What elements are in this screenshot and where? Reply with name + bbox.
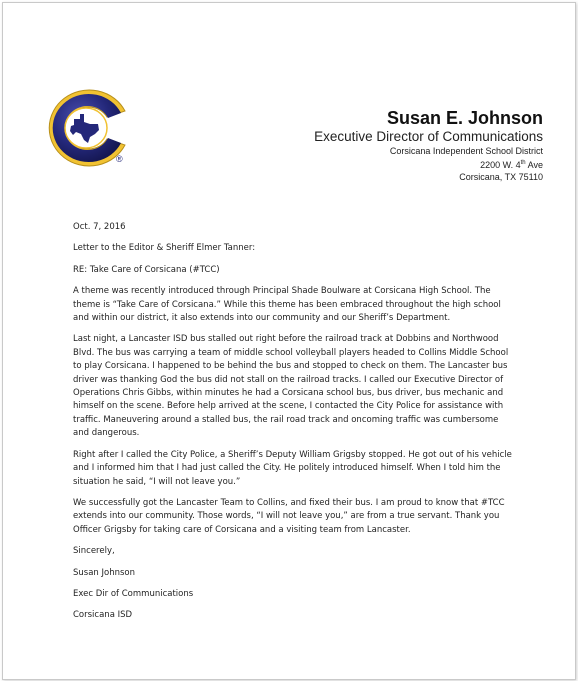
letter-subject: RE: Take Care of Corsicana (#TCC) (73, 264, 220, 275)
corsicana-c-texas-logo (43, 89, 129, 167)
signature-org: Corsicana ISD (73, 610, 133, 621)
letterhead (314, 107, 543, 183)
letter-paragraph: We successfully got the Lancaster Team to Collins, and fixed their bus. I am proud to know that #TCC extends into our community. Those words, “I will not leave you,” are from a true servant. Thank you Officer Grigsby for taking care of Corsicana and a visiting team from Lancaster. (73, 497, 505, 535)
sender-name: Susan E. Johnson (386, 108, 543, 128)
address-line-1: 2200 W. 4th Ave (480, 160, 543, 170)
signature-title: Exec Dir of Communications (73, 588, 194, 599)
letter-page (2, 2, 576, 680)
signature-name: Susan Johnson (73, 567, 136, 578)
district-name: Corsicana Independent School District (389, 146, 543, 156)
letter-body (73, 221, 513, 631)
letter-closing: Sincerely, (73, 546, 115, 557)
letter-salutation: Letter to the Editor & Sheriff Elmer Tanner: (73, 243, 256, 254)
ordinal-suffix: th (520, 160, 526, 166)
sender-title: Executive Director of Communications (314, 129, 543, 144)
letter-paragraph: A theme was recently introduced through Principal Shade Boulware at Corsicana High School. The theme is “Take Care of Corsicana.” While this theme has been embraced throughout the high school and within our district, it also extends into our community and our Sheriff’s Department. (73, 286, 501, 324)
trademark-symbol: ® (116, 154, 123, 164)
address-line-2: Corsicana, TX 75110 (459, 172, 543, 182)
letter-paragraph: Right after I called the City Police, a Sheriff’s Deputy William Grigsby stopped. He got out of his vehicle and I informed him that I had just called the City. He politely introduced himself. When I told him the situation he said, “I will not leave you.” (73, 449, 512, 487)
letter-date: Oct. 7, 2016 (73, 222, 126, 232)
letter-paragraph: Last night, a Lancaster ISD bus stalled out right before the railroad track at Dobbins and Northwood Blvd. The bus was carrying a team of middle school volleyball players headed to Collins Middle School to play Corsicana. I happened to be behind the bus and stopped to check on them. The Lancaster bus driver was thanking God the bus did not stall on the railroad tracks. I called our Executive Director of Operations Chris Gibbs, within minutes he had a Corsicana school bus, bus driver, bus mechanic and himself on the scene. Before help arrived at the scene, I contacted the City Police for assistance with traffic. Maneuvering around a stalled bus, the rail road track and oncoming traffic was cumbersome and dangerous. (73, 334, 509, 439)
